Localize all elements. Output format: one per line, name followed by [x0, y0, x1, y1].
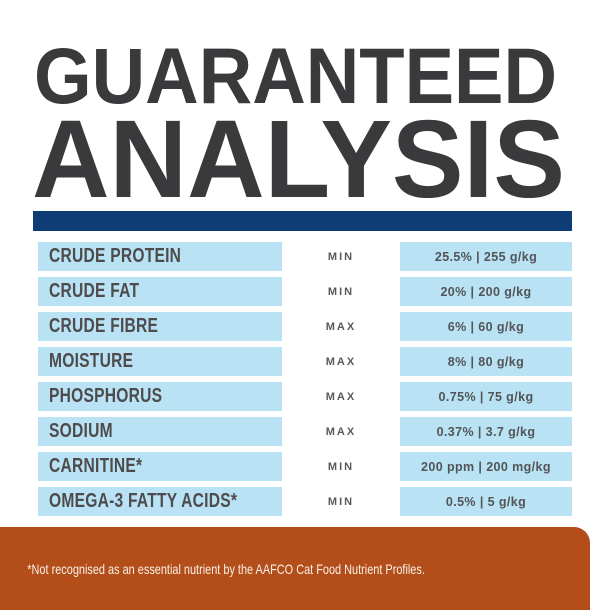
qualifier-label: MIN — [327, 250, 355, 263]
nutrient-label-cell — [38, 312, 282, 341]
qualifier-label: MAX — [325, 390, 357, 403]
nutrient-label: CRUDE FIBRE — [49, 315, 159, 337]
value-label: 25.5% | 255 g/kg — [400, 242, 572, 271]
nutrient-label-cell — [38, 452, 282, 481]
value-label: 20% | 200 g/kg — [400, 277, 572, 306]
table-row — [0, 382, 610, 411]
nutrient-label: CARNITINE* — [49, 455, 143, 477]
nutrient-label-cell — [38, 347, 282, 376]
nutrient-label-cell — [38, 242, 282, 271]
table-row — [0, 417, 610, 446]
nutrient-label: CRUDE FAT — [49, 280, 140, 302]
table-row — [0, 487, 610, 516]
footnote-text: *Not recognised as an essential nutrient by the AAFCO Cat Food Nutrient Profiles. — [27, 560, 425, 577]
nutrient-label-cell — [38, 487, 282, 516]
qualifier-label: MAX — [325, 320, 357, 333]
nutrient-label-cell — [38, 277, 282, 306]
table-row — [0, 312, 610, 341]
page-title — [0, 0, 610, 205]
table-row — [0, 277, 610, 306]
nutrient-label: CRUDE PROTEIN — [49, 245, 182, 267]
title-line-1: GUARANTEED — [34, 31, 557, 120]
table-row — [0, 347, 610, 376]
nutrient-label-cell — [38, 382, 282, 411]
title-line-2: ANALYSIS — [32, 98, 565, 205]
analysis-table — [0, 242, 610, 522]
value-label: 200 ppm | 200 mg/kg — [400, 452, 572, 481]
value-label: 0.37% | 3.7 g/kg — [400, 417, 572, 446]
value-label: 8% | 80 g/kg — [400, 347, 572, 376]
value-label: 6% | 60 g/kg — [400, 312, 572, 341]
nutrient-label-cell — [38, 417, 282, 446]
qualifier-label: MIN — [327, 495, 355, 508]
table-row — [0, 452, 610, 481]
nutrient-label: PHOSPHORUS — [49, 385, 163, 407]
nutrient-label: MOISTURE — [49, 350, 134, 372]
nutrient-label: OMEGA-3 FATTY ACIDS* — [49, 490, 238, 512]
title-underline-bar — [33, 211, 572, 231]
value-label: 0.75% | 75 g/kg — [400, 382, 572, 411]
value-label: 0.5% | 5 g/kg — [400, 487, 572, 516]
nutrient-label: SODIUM — [49, 420, 113, 442]
qualifier-label: MIN — [327, 460, 355, 473]
qualifier-label: MAX — [325, 425, 357, 438]
footnote-panel — [0, 527, 590, 610]
qualifier-label: MAX — [325, 355, 357, 368]
qualifier-label: MIN — [327, 285, 355, 298]
table-row — [0, 242, 610, 271]
